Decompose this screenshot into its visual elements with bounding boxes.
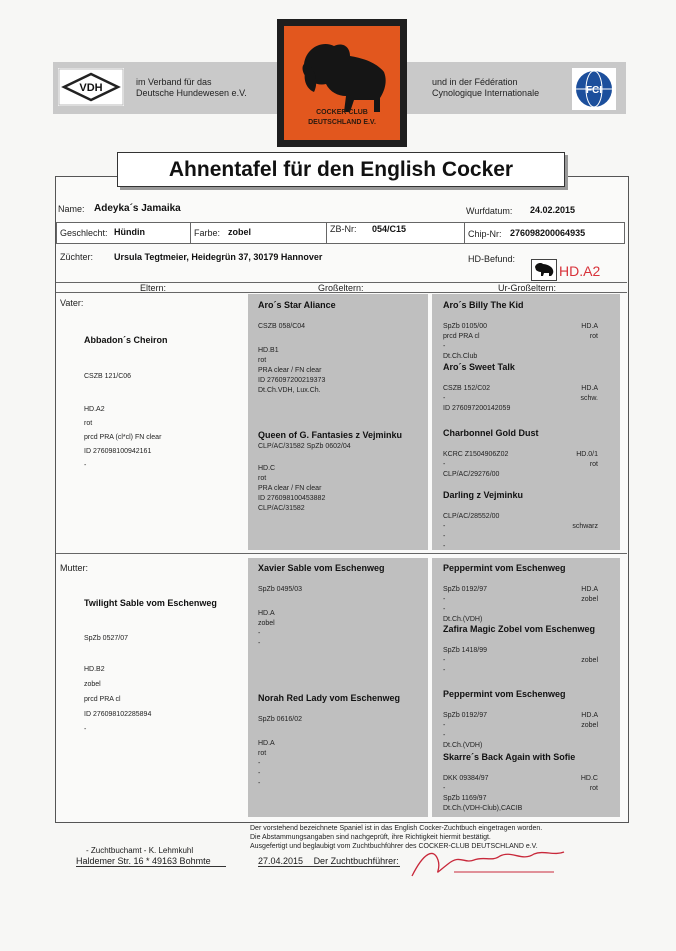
- great-grandparent-4: Darling z Vejminku CLP/AC/28552/00 - schwarz - -: [443, 490, 598, 550]
- sire-name: Abbadon´s Cheiron: [84, 335, 168, 345]
- dog-name: Adeyka´s Jamaika: [94, 203, 181, 214]
- hd-dog-icon: [531, 259, 557, 281]
- stud-book-address: Haldemer Str. 16 * 49163 Bohmte: [76, 856, 226, 867]
- page-title: Ahnentafel für den English Cocker: [168, 158, 514, 181]
- sire-reg: CSZB 121/C06: [84, 373, 132, 380]
- name-label: Name:: [58, 204, 85, 214]
- great-grandparent-1: Aro´s Billy The Kid SpZb 0105/00 HD.A prcd PRA cl rot - Dt.Ch.Club: [443, 300, 598, 360]
- vdh-affiliation-line2: Deutsche Hundewesen e.V.: [136, 88, 247, 98]
- club-name-line2: DEUTSCHLAND E.V.: [308, 119, 376, 126]
- grandparent-2: Queen of G. Fantasies z Vejminku CLP/AC/31582 SpZb 0602/04 HD.C rot PRA clear / FN clear ID 276098100453882 CLP/AC/31582: [258, 430, 403, 512]
- dog-color: zobel: [228, 227, 252, 237]
- dog-sex: Hündin: [114, 227, 145, 237]
- whelp-date: 24.02.2015: [530, 205, 576, 215]
- great-grandparent-2: Aro´s Sweet Talk CSZB 152/C02 HD.A - schw. ID 276097200142059: [443, 362, 598, 412]
- breeder: Ursula Tegtmeier, Heidegrün 37, 30179 Hannover: [114, 252, 323, 262]
- signature: [404, 842, 584, 882]
- certification-line3: Ausgefertigt und beglaubigt vom Zuchtbuchführer des COCKER-CLUB DEUTSCHLAND e.V.: [250, 843, 538, 850]
- fci-logo: [572, 68, 616, 110]
- certification-line2: Die Abstammungsangaben sind nachgeprüft, ihre Richtigkeit hiermit bestätigt.: [250, 834, 491, 841]
- great-grandparent-7: Peppermint vom Eschenweg SpZb 0192/97 HD.A - zobel - Dt.Ch.(VDH): [443, 689, 598, 749]
- sire-details: HD.A2 rot prcd PRA (cl*cl) FN clear ID 276098100942161 -: [84, 406, 162, 469]
- breeder-label: Züchter:: [60, 252, 94, 262]
- vdh-logo: [58, 68, 124, 106]
- grandparent-4: Norah Red Lady vom Eschenweg SpZb 0616/02 HD.A rot - - -: [258, 693, 401, 787]
- dog-chip: 276098200064935: [510, 228, 586, 238]
- hd-label: HD-Befund:: [468, 254, 516, 264]
- dam-label: Mutter:: [60, 563, 89, 573]
- vdh-affiliation-line1: im Verband für das: [136, 77, 212, 87]
- keeper-label: Der Zuchtbuchführer:: [313, 856, 399, 866]
- sire-dam-divider: [56, 553, 627, 554]
- sire-label: Vater:: [60, 298, 84, 308]
- col-header-parents: Eltern:: [140, 283, 167, 293]
- sex-label: Geschlecht:: [60, 228, 108, 238]
- great-grandparent-3: Charbonnel Gold Dust KCRC Z1504906Z02 HD.0/1 - rot CLP/AC/29276/00: [443, 428, 598, 478]
- hd-result: HD.A2: [559, 263, 601, 279]
- dam-details: HD.B2 zobel prcd PRA cl ID 276098102285894 -: [84, 666, 152, 733]
- fci-logo-text: FCI: [585, 85, 603, 96]
- cocker-club-logo: [277, 19, 407, 147]
- zb-label: ZB-Nr:: [330, 224, 357, 234]
- issue-date: 27.04.2015: [258, 856, 304, 866]
- vdh-logo-text: VDH: [79, 82, 103, 94]
- certification-line1: Der vorstehend bezeichnete Spaniel ist in das English Cocker-Zuchtbuch eingetragen worden.: [250, 825, 543, 832]
- club-name-line1: COCKER CLUB: [316, 109, 368, 116]
- fci-affiliation-line1: und in der Fédération: [432, 77, 518, 87]
- great-grandparent-5: Peppermint vom Eschenweg SpZb 0192/97 HD.A - zobel - Dt.Ch.(VDH): [443, 563, 598, 623]
- dam-reg: SpZb 0527/07: [84, 635, 128, 642]
- whelp-date-label: Wurfdatum:: [466, 206, 513, 216]
- chip-label: Chip-Nr:: [468, 229, 502, 239]
- grandparent-3: Xavier Sable vom Eschenweg SpZb 0495/03 HD.A zobel - -: [258, 563, 385, 647]
- great-grandparent-6: Zafira Magic Zobel vom Eschenweg SpZb 1418/99 - zobel -: [443, 624, 598, 674]
- col-header-grandparents: Großeltern:: [318, 283, 364, 293]
- col-header-great-grandparents: Ur-Großeltern:: [498, 283, 557, 293]
- dam-name: Twilight Sable vom Eschenweg: [84, 598, 217, 608]
- fci-affiliation-line2: Cynologique Internationale: [432, 88, 540, 98]
- dog-zb: 054/C15: [372, 224, 407, 234]
- color-label: Farbe:: [194, 228, 221, 238]
- grandparent-1: Aro´s Star Aliance CSZB 058/C04 HD.B1 rot PRA clear / FN clear ID 276097200219373 Dt.Ch.VDH, Lux.Ch.: [258, 300, 336, 394]
- title-box: [117, 152, 565, 187]
- great-grandparent-8: Skarre´s Back Again with Sofie DKK 09384/97 HD.C - rot SpZb 1169/97 Dt.Ch.(VDH-Club),CACIB: [443, 752, 598, 812]
- issue-line: [258, 856, 400, 867]
- stud-book-office: - Zuchtbuchamt - K. Lehmkuhl: [86, 846, 194, 855]
